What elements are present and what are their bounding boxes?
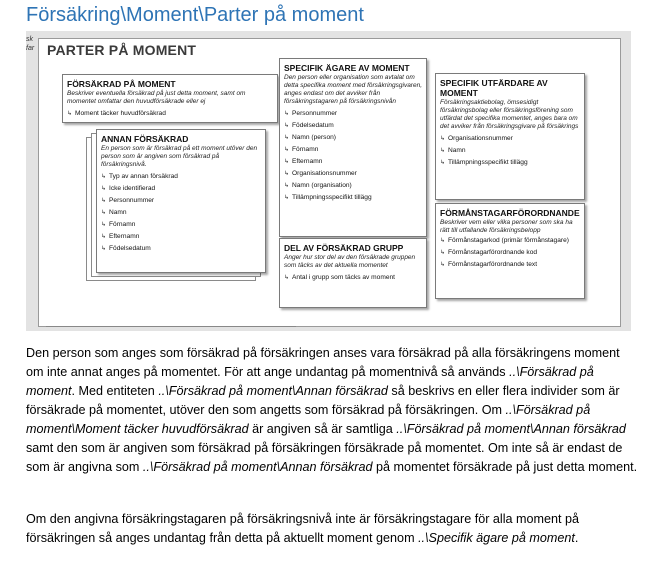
field-item: ↳ Tillämpningsspecifikt tillägg <box>440 157 582 169</box>
box-annan-forsakrad <box>96 129 266 273</box>
arrow-icon: ↳ <box>284 123 290 129</box>
box-specifik-utfardare <box>435 73 585 200</box>
clipped-text-1: sk <box>26 36 33 43</box>
arrow-icon: ↳ <box>284 171 290 177</box>
field-item: ↳ Personnummer <box>284 108 424 120</box>
arrow-icon: ↳ <box>284 275 290 281</box>
diagram-bottom-line <box>46 326 296 327</box>
arrow-icon: ↳ <box>440 148 446 154</box>
field-item: ↳ Namn (person) <box>284 132 424 144</box>
box-title: ANNAN FÖRSÄKRAD <box>101 134 189 144</box>
field-item: ↳ Förmånstagarförordnande kod <box>440 247 582 259</box>
arrow-icon: ↳ <box>101 222 107 228</box>
arrow-icon: ↳ <box>101 246 107 252</box>
body-paragraph-2: Om den angivna försäkringstagaren på försäkringsnivå inte är försäkringstagare för alla moment på försäkringen så anges undantag från detta på aktuellt moment genom ..\Specifik ägare på moment. <box>26 512 580 545</box>
field-item: ↳ Organisationsnummer <box>284 168 424 180</box>
arrow-icon: ↳ <box>284 159 290 165</box>
arrow-icon: ↳ <box>101 174 107 180</box>
box-description: Beskriver eventuella försäkrad på just detta moment, samt om momentet omfattar den huvudförsäkrade eller ej <box>67 90 246 105</box>
box-title: FÖRSÄKRAD PÅ MOMENT <box>67 79 176 89</box>
arrow-icon: ↳ <box>284 135 290 141</box>
clipped-text-2: far <box>26 45 35 52</box>
box-forsakrad-pa-moment <box>62 74 278 123</box>
box-title: SPECIFIK ÄGARE AV MOMENT <box>284 63 410 73</box>
box-description: Den person eller organisation som avtalat om detta specifika moment med försäkringsgivaren, anges endast om det avviker från försäkringstagaren på försäkringsnivån <box>284 74 423 105</box>
arrow-icon: ↳ <box>440 136 446 142</box>
arrow-icon: ↳ <box>440 249 446 256</box>
clipped-left-text <box>26 35 34 53</box>
field-item: ↳ Förnamn <box>284 144 424 156</box>
box-del-av-forsakrad-grupp <box>279 238 427 308</box>
field-item: ↳ Namn <box>101 207 263 219</box>
arrow-icon: ↳ <box>284 183 290 189</box>
field-item: ↳ Efternamn <box>284 156 424 168</box>
arrow-icon: ↳ <box>284 195 290 201</box>
arrow-icon: ↳ <box>284 111 290 117</box>
field-item: ↳ Typ av annan försäkrad <box>101 171 263 183</box>
field-item: ↳ Personnummer <box>101 195 263 207</box>
box-title: DEL AV FÖRSÄKRAD GRUPP <box>284 243 404 253</box>
field-item: ↳ Förnamn <box>101 219 263 231</box>
field-item: ↳ Moment täcker huvudförsäkrad <box>67 108 275 120</box>
box-description: Beskriver vem eller vilka personer som ska ha rätt till utfallande försäkringsbelopp <box>440 219 573 234</box>
field-item: ↳ Icke identifierad <box>101 183 263 195</box>
box-description: Försäkringsaktiebolag, ömsesidigt försäkringsbolag eller försäkringsförening som utfärdat det specifika momentet, anges bara om det avviker från försäkringsgivare på försäkrings <box>440 99 579 130</box>
page-heading: Försäkring\Moment\Parter på moment <box>26 4 364 26</box>
field-item: ↳ Namn <box>440 145 582 157</box>
arrow-icon: ↳ <box>440 160 446 166</box>
field-item: ↳ Organisationsnummer <box>440 133 582 145</box>
box-description: En person som är försäkrad på ett moment utöver den person som är angiven som försäkrad på försäkringsnivå. <box>101 145 258 168</box>
arrow-icon: ↳ <box>440 261 446 268</box>
arrow-icon: ↳ <box>101 210 107 216</box>
field-item: ↳ Förmånstagarförordnande text <box>440 259 582 271</box>
field-item: ↳ Födelsedatum <box>284 120 424 132</box>
arrow-icon: ↳ <box>101 198 107 204</box>
body-paragraph-1: Den person som anges som försäkrad på försäkringen anses vara försäkrad på alla försäkringens moment om inte annat anges på momentet. För att ange undantag på momentnivå så används ..\Försäkrad på moment. Med entiteten ..\Försäkrad på moment\Annan försäkrad så beskrivs en eller flera individer som är försäkrade på momentet, utöver den som angetts som försäkrad på försäkringen. Om ..\Försäkrad på moment\Moment täcker huvudförsäkrad är angiven så är samtliga ..\Försäkrad på moment\Annan försäkrad samt den som är angiven som försäkrad på försäkringen försäkrade på momentet. Om inte så är endast de som är angivna som ..\Försäkrad på moment\Annan försäkrad på momentet försäkrade på just detta moment. <box>26 346 638 474</box>
field-item: ↳ Tillämpningsspecifikt tillägg <box>284 192 424 204</box>
arrow-icon: ↳ <box>101 234 107 240</box>
box-title: SPECIFIK UTFÄRDARE AV MOMENT <box>440 78 548 98</box>
diagram-frame <box>38 38 621 327</box>
diagram-title: PARTER PÅ MOMENT <box>47 42 197 58</box>
box-specifik-agare <box>279 58 427 237</box>
arrow-icon: ↳ <box>101 186 107 192</box>
box-formanstagarforordnande <box>435 203 585 299</box>
field-item: ↳ Födelsedatum <box>101 243 263 255</box>
field-item: ↳ Förmånstagarkod (primär förmånstagare) <box>440 237 569 244</box>
box-title: FÖRMÅNSTAGARFÖRORDNANDE <box>440 208 580 218</box>
field-item: ↳ Antal i grupp som täcks av moment <box>284 272 424 284</box>
field-item: ↳ Efternamn <box>101 231 263 243</box>
field-item: ↳ Namn (organisation) <box>284 180 424 192</box>
arrow-icon: ↳ <box>284 147 290 153</box>
parties-diagram <box>26 31 631 331</box>
arrow-icon: ↳ <box>67 111 73 117</box>
box-description: Anger hur stor del av den försäkrade gruppen som täcks av det aktuella momentet <box>284 254 416 269</box>
arrow-icon: ↳ <box>440 238 446 244</box>
